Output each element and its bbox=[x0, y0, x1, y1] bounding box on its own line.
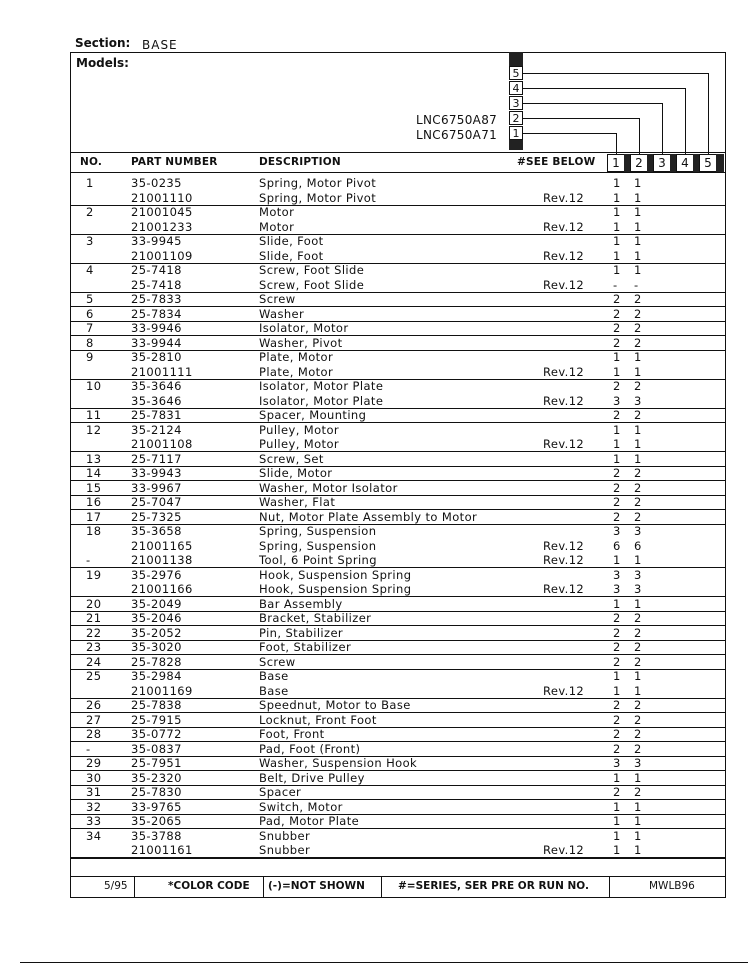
row-item-no: 24 bbox=[86, 654, 102, 669]
footer-divider bbox=[263, 876, 264, 897]
row-item-no: 7 bbox=[86, 321, 94, 335]
row-description: Washer, Flat bbox=[259, 495, 336, 509]
row-description: Isolator, Motor bbox=[259, 321, 349, 335]
row-qty-series-2: 1 bbox=[634, 843, 642, 857]
section-value: BASE bbox=[142, 38, 178, 52]
row-qty-series-2: 1 bbox=[634, 205, 642, 219]
row-part-number: 35-2124 bbox=[131, 422, 182, 437]
header-bottom-rule bbox=[70, 172, 726, 173]
row-item-no: 15 bbox=[86, 480, 102, 495]
series-column-4: 4 bbox=[676, 154, 694, 172]
row-description: Motor bbox=[259, 219, 295, 234]
row-part-number: 35-2065 bbox=[131, 814, 182, 828]
row-qty-series-1: 2 bbox=[613, 640, 621, 654]
row-qty-series-1: 1 bbox=[613, 422, 621, 437]
row-qty-series-2: 2 bbox=[634, 712, 642, 727]
row-part-number: 35-3646 bbox=[131, 379, 182, 393]
row-part-number: 35-2052 bbox=[131, 625, 182, 640]
row-qty-series-2: 1 bbox=[634, 553, 642, 567]
section-label: Section: bbox=[75, 36, 131, 50]
row-qty-series-1: 2 bbox=[613, 306, 621, 321]
row-item-no: - bbox=[86, 553, 91, 567]
series-connector bbox=[523, 133, 616, 134]
row-item-no: 5 bbox=[86, 292, 94, 306]
row-qty-series-2: 1 bbox=[634, 669, 642, 683]
row-part-number: 25-7834 bbox=[131, 306, 182, 321]
row-item-no: 32 bbox=[86, 799, 102, 814]
row-qty-series-2: 1 bbox=[634, 451, 642, 466]
row-qty-series-1: 1 bbox=[613, 814, 621, 828]
column-header-description: DESCRIPTION bbox=[259, 156, 341, 168]
footer-top-rule bbox=[70, 876, 726, 877]
row-part-number: 25-7833 bbox=[131, 292, 182, 306]
row-revision: Rev.12 bbox=[543, 219, 585, 234]
row-qty-series-2: 2 bbox=[634, 466, 642, 480]
row-description: Spacer bbox=[259, 785, 302, 799]
row-qty-series-1: 1 bbox=[613, 553, 621, 567]
row-qty-series-2: 2 bbox=[634, 625, 642, 640]
row-description: Pad, Foot (Front) bbox=[259, 741, 361, 756]
footer-not-shown: (-)=NOT SHOWN bbox=[268, 880, 365, 892]
row-part-number: 25-7830 bbox=[131, 785, 182, 799]
row-qty-series-1: 1 bbox=[613, 263, 621, 277]
row-qty-series-1: 1 bbox=[613, 350, 621, 364]
row-qty-series-2: 1 bbox=[634, 248, 642, 263]
row-qty-series-2: 2 bbox=[634, 321, 642, 335]
footer-date: 5/95 bbox=[104, 880, 128, 892]
row-qty-series-1: 2 bbox=[613, 654, 621, 669]
row-revision: Rev.12 bbox=[543, 437, 585, 451]
row-qty-series-2: 2 bbox=[634, 611, 642, 625]
column-header-see-below: #SEE BELOW bbox=[517, 156, 596, 168]
model-series-box: 5 bbox=[509, 66, 523, 80]
row-description: Motor bbox=[259, 205, 295, 219]
row-revision: Rev.12 bbox=[543, 364, 585, 379]
row-qty-series-1: 3 bbox=[613, 567, 621, 582]
row-item-no: 28 bbox=[86, 727, 102, 741]
row-item-no: 25 bbox=[86, 669, 102, 683]
row-description: Washer, Pivot bbox=[259, 335, 343, 350]
row-description: Isolator, Motor Plate bbox=[259, 379, 384, 393]
series-column-5: 5 bbox=[699, 154, 717, 172]
row-qty-series-2: 1 bbox=[634, 263, 642, 277]
row-item-no: 23 bbox=[86, 640, 102, 654]
row-qty-series-1: 1 bbox=[613, 451, 621, 466]
row-description: Nut, Motor Plate Assembly to Motor bbox=[259, 509, 478, 524]
row-qty-series-2: 2 bbox=[634, 306, 642, 321]
row-item-no: 27 bbox=[86, 712, 102, 727]
row-item-no: 34 bbox=[86, 828, 102, 843]
row-description: Washer, Suspension Hook bbox=[259, 756, 418, 770]
row-description: Spring, Motor Pivot bbox=[259, 190, 377, 205]
footer-divider bbox=[381, 876, 382, 897]
row-item-no: 11 bbox=[86, 408, 102, 422]
row-description: Foot, Front bbox=[259, 727, 325, 741]
row-qty-series-1: 1 bbox=[613, 190, 621, 205]
row-qty-series-1: - bbox=[613, 277, 618, 292]
row-description: Bar Assembly bbox=[259, 596, 343, 611]
row-part-number: 21001169 bbox=[131, 683, 193, 698]
row-qty-series-1: 2 bbox=[613, 727, 621, 741]
row-description: Locknut, Front Foot bbox=[259, 712, 377, 727]
row-description: Snubber bbox=[259, 843, 311, 857]
row-qty-series-2: 2 bbox=[634, 408, 642, 422]
row-qty-series-2: 1 bbox=[634, 683, 642, 698]
row-qty-series-1: 2 bbox=[613, 379, 621, 393]
row-qty-series-1: 2 bbox=[613, 698, 621, 712]
row-qty-series-1: 2 bbox=[613, 741, 621, 756]
row-qty-series-1: 2 bbox=[613, 335, 621, 350]
row-part-number: 35-2984 bbox=[131, 669, 182, 683]
row-qty-series-2: 2 bbox=[634, 509, 642, 524]
row-description: Pad, Motor Plate bbox=[259, 814, 360, 828]
row-description: Screw, Set bbox=[259, 451, 324, 466]
footer-color-code: *COLOR CODE bbox=[168, 880, 250, 892]
row-part-number: 21001108 bbox=[131, 437, 193, 451]
row-qty-series-2: 3 bbox=[634, 756, 642, 770]
row-description: Washer, Motor Isolator bbox=[259, 480, 398, 495]
row-part-number: 25-7915 bbox=[131, 712, 182, 727]
row-description: Pulley, Motor bbox=[259, 422, 340, 437]
row-part-number: 21001045 bbox=[131, 205, 193, 219]
series-marker-block bbox=[509, 52, 523, 66]
model-name: LNC6750A87 bbox=[416, 113, 498, 127]
header-rule bbox=[70, 152, 726, 153]
footer-divider bbox=[609, 876, 610, 897]
row-part-number: 35-0235 bbox=[131, 176, 182, 190]
row-qty-series-1: 1 bbox=[613, 799, 621, 814]
row-qty-series-2: 1 bbox=[634, 437, 642, 451]
row-qty-series-1: 1 bbox=[613, 234, 621, 248]
series-column-3: 3 bbox=[653, 154, 671, 172]
row-item-no: 16 bbox=[86, 495, 102, 509]
row-description: Base bbox=[259, 683, 289, 698]
row-description: Hook, Suspension Spring bbox=[259, 567, 412, 582]
row-item-no: 4 bbox=[86, 263, 94, 277]
row-qty-series-1: 3 bbox=[613, 582, 621, 596]
table-end-rule bbox=[70, 858, 726, 859]
row-part-number: 35-2976 bbox=[131, 567, 182, 582]
row-qty-series-2: 1 bbox=[634, 422, 642, 437]
row-qty-series-2: 1 bbox=[634, 770, 642, 785]
row-part-number: 25-7418 bbox=[131, 263, 182, 277]
row-qty-series-1: 2 bbox=[613, 712, 621, 727]
row-qty-series-2: 2 bbox=[634, 480, 642, 495]
row-qty-series-1: 6 bbox=[613, 538, 621, 553]
row-description: Screw bbox=[259, 654, 296, 669]
row-revision: Rev.12 bbox=[543, 683, 585, 698]
row-description: Slide, Foot bbox=[259, 248, 324, 263]
model-series-box: 1 bbox=[509, 126, 523, 140]
row-description: Foot, Stabilizer bbox=[259, 640, 352, 654]
series-connector bbox=[616, 133, 617, 154]
model-series-box: 2 bbox=[509, 111, 523, 125]
row-revision: Rev.12 bbox=[543, 277, 585, 292]
row-qty-series-2: 1 bbox=[634, 219, 642, 234]
row-part-number: 35-3788 bbox=[131, 828, 182, 843]
row-part-number: 25-7325 bbox=[131, 509, 182, 524]
row-qty-series-1: 2 bbox=[613, 625, 621, 640]
row-part-number: 25-7418 bbox=[131, 277, 182, 292]
row-item-no: 21 bbox=[86, 611, 102, 625]
row-description: Washer bbox=[259, 306, 305, 321]
row-part-number: 35-2049 bbox=[131, 596, 182, 611]
series-connector bbox=[523, 73, 708, 74]
row-qty-series-2: 2 bbox=[634, 698, 642, 712]
row-part-number: 25-7831 bbox=[131, 408, 182, 422]
row-part-number: 33-9944 bbox=[131, 335, 182, 350]
row-part-number: 35-2810 bbox=[131, 350, 182, 364]
page-bottom-rule bbox=[20, 962, 748, 963]
row-qty-series-1: 3 bbox=[613, 756, 621, 770]
row-qty-series-2: 1 bbox=[634, 799, 642, 814]
footer-divider bbox=[134, 876, 135, 897]
row-description: Speednut, Motor to Base bbox=[259, 698, 411, 712]
row-description: Screw, Foot Slide bbox=[259, 277, 365, 292]
row-part-number: 25-7117 bbox=[131, 451, 182, 466]
row-qty-series-2: 2 bbox=[634, 292, 642, 306]
row-description: Screw bbox=[259, 292, 296, 306]
row-description: Spring, Motor Pivot bbox=[259, 176, 377, 190]
row-description: Plate, Motor bbox=[259, 350, 334, 364]
row-qty-series-2: 2 bbox=[634, 640, 642, 654]
row-part-number: 21001165 bbox=[131, 538, 193, 553]
row-part-number: 35-0837 bbox=[131, 741, 182, 756]
row-qty-series-1: 1 bbox=[613, 176, 621, 190]
column-header-part-number: PART NUMBER bbox=[131, 156, 218, 168]
row-qty-series-1: 2 bbox=[613, 785, 621, 799]
row-item-no: - bbox=[86, 741, 91, 756]
row-qty-series-1: 1 bbox=[613, 843, 621, 857]
row-item-no: 6 bbox=[86, 306, 94, 321]
series-connector bbox=[523, 103, 662, 104]
model-series-box: 4 bbox=[509, 81, 523, 95]
row-qty-series-1: 1 bbox=[613, 248, 621, 263]
row-part-number: 21001233 bbox=[131, 219, 193, 234]
row-item-no: 1 bbox=[86, 176, 94, 190]
row-description: Tool, 6 Point Spring bbox=[259, 553, 377, 567]
row-qty-series-1: 1 bbox=[613, 683, 621, 698]
row-description: Spring, Suspension bbox=[259, 524, 377, 538]
row-qty-series-2: 3 bbox=[634, 393, 642, 408]
row-qty-series-1: 2 bbox=[613, 292, 621, 306]
row-description: Pin, Stabilizer bbox=[259, 625, 344, 640]
row-part-number: 33-9943 bbox=[131, 466, 182, 480]
row-item-no: 8 bbox=[86, 335, 94, 350]
row-qty-series-2: 1 bbox=[634, 596, 642, 611]
row-item-no: 13 bbox=[86, 451, 102, 466]
row-part-number: 25-7951 bbox=[131, 756, 182, 770]
series-column-1: 1 bbox=[607, 154, 625, 172]
row-qty-series-1: 2 bbox=[613, 509, 621, 524]
row-part-number: 25-7838 bbox=[131, 698, 182, 712]
row-item-no: 9 bbox=[86, 350, 94, 364]
row-revision: Rev.12 bbox=[543, 582, 585, 596]
series-connector bbox=[708, 73, 709, 154]
row-revision: Rev.12 bbox=[543, 248, 585, 263]
series-connector bbox=[523, 118, 639, 119]
row-qty-series-2: 6 bbox=[634, 538, 642, 553]
row-qty-series-1: 1 bbox=[613, 219, 621, 234]
row-description: Spacer, Mounting bbox=[259, 408, 367, 422]
row-part-number: 21001138 bbox=[131, 553, 193, 567]
row-qty-series-2: 1 bbox=[634, 190, 642, 205]
row-item-no: 14 bbox=[86, 466, 102, 480]
row-qty-series-1: 2 bbox=[613, 480, 621, 495]
row-qty-series-2: 3 bbox=[634, 567, 642, 582]
row-item-no: 20 bbox=[86, 596, 102, 611]
row-part-number: 25-7047 bbox=[131, 495, 182, 509]
row-item-no: 26 bbox=[86, 698, 102, 712]
row-description: Slide, Foot bbox=[259, 234, 324, 248]
row-qty-series-2: 2 bbox=[634, 741, 642, 756]
row-qty-series-2: 2 bbox=[634, 495, 642, 509]
row-description: Plate, Motor bbox=[259, 364, 334, 379]
row-item-no: 31 bbox=[86, 785, 102, 799]
row-part-number: 33-9946 bbox=[131, 321, 182, 335]
row-qty-series-2: - bbox=[634, 277, 639, 292]
model-name: LNC6750A71 bbox=[416, 128, 498, 142]
row-description: Snubber bbox=[259, 828, 311, 843]
footer-series-note: #=SERIES, SER PRE OR RUN NO. bbox=[398, 880, 589, 892]
row-qty-series-1: 1 bbox=[613, 437, 621, 451]
row-part-number: 21001111 bbox=[131, 364, 193, 379]
row-description: Belt, Drive Pulley bbox=[259, 770, 365, 785]
row-item-no: 12 bbox=[86, 422, 102, 437]
footer-code: MWLB96 bbox=[649, 880, 695, 892]
row-qty-series-2: 2 bbox=[634, 727, 642, 741]
row-item-no: 2 bbox=[86, 205, 94, 219]
series-column-2: 2 bbox=[630, 154, 648, 172]
row-revision: Rev.12 bbox=[543, 553, 585, 567]
row-revision: Rev.12 bbox=[543, 190, 585, 205]
row-qty-series-2: 1 bbox=[634, 364, 642, 379]
row-part-number: 35-2320 bbox=[131, 770, 182, 785]
row-part-number: 35-3646 bbox=[131, 393, 182, 408]
row-qty-series-1: 2 bbox=[613, 495, 621, 509]
row-qty-series-2: 1 bbox=[634, 350, 642, 364]
row-item-no: 17 bbox=[86, 509, 102, 524]
row-qty-series-1: 1 bbox=[613, 828, 621, 843]
row-item-no: 22 bbox=[86, 625, 102, 640]
row-part-number: 33-9765 bbox=[131, 799, 182, 814]
row-item-no: 19 bbox=[86, 567, 102, 582]
row-part-number: 21001109 bbox=[131, 248, 193, 263]
row-description: Slide, Motor bbox=[259, 466, 333, 480]
row-qty-series-1: 1 bbox=[613, 669, 621, 683]
row-part-number: 35-3020 bbox=[131, 640, 182, 654]
row-qty-series-1: 1 bbox=[613, 364, 621, 379]
row-revision: Rev.12 bbox=[543, 393, 585, 408]
series-separator bbox=[716, 154, 724, 172]
row-description: Switch, Motor bbox=[259, 799, 343, 814]
row-qty-series-1: 1 bbox=[613, 205, 621, 219]
row-qty-series-1: 3 bbox=[613, 393, 621, 408]
row-item-no: 3 bbox=[86, 234, 94, 248]
row-part-number: 21001161 bbox=[131, 843, 193, 857]
row-item-no: 33 bbox=[86, 814, 102, 828]
row-qty-series-2: 2 bbox=[634, 785, 642, 799]
series-connector bbox=[662, 103, 663, 154]
series-connector bbox=[639, 118, 640, 154]
row-revision: Rev.12 bbox=[543, 843, 585, 857]
series-connector bbox=[685, 88, 686, 154]
row-part-number: 35-0772 bbox=[131, 727, 182, 741]
row-qty-series-1: 2 bbox=[613, 611, 621, 625]
row-part-number: 25-7828 bbox=[131, 654, 182, 669]
row-item-no: 30 bbox=[86, 770, 102, 785]
series-marker-block bbox=[509, 140, 523, 150]
row-qty-series-1: 1 bbox=[613, 596, 621, 611]
row-qty-series-2: 3 bbox=[634, 582, 642, 596]
row-qty-series-2: 2 bbox=[634, 379, 642, 393]
row-description: Hook, Suspension Spring bbox=[259, 582, 412, 596]
series-connector bbox=[523, 88, 685, 89]
row-qty-series-1: 2 bbox=[613, 321, 621, 335]
row-item-no: 18 bbox=[86, 524, 102, 538]
row-qty-series-2: 1 bbox=[634, 828, 642, 843]
column-header-no: NO. bbox=[80, 156, 103, 168]
row-qty-series-2: 1 bbox=[634, 176, 642, 190]
row-part-number: 21001166 bbox=[131, 582, 193, 596]
row-item-no: 10 bbox=[86, 379, 102, 393]
row-revision: Rev.12 bbox=[543, 538, 585, 553]
row-qty-series-2: 2 bbox=[634, 335, 642, 350]
row-qty-series-2: 1 bbox=[634, 814, 642, 828]
row-description: Base bbox=[259, 669, 289, 683]
row-qty-series-1: 2 bbox=[613, 408, 621, 422]
row-item-no: 29 bbox=[86, 756, 102, 770]
row-qty-series-2: 3 bbox=[634, 524, 642, 538]
row-description: Bracket, Stabilizer bbox=[259, 611, 372, 625]
row-qty-series-2: 2 bbox=[634, 654, 642, 669]
row-description: Screw, Foot Slide bbox=[259, 263, 365, 277]
model-series-box: 3 bbox=[509, 96, 523, 110]
row-part-number: 35-2046 bbox=[131, 611, 182, 625]
row-part-number: 33-9945 bbox=[131, 234, 182, 248]
row-qty-series-1: 1 bbox=[613, 770, 621, 785]
row-part-number: 35-3658 bbox=[131, 524, 182, 538]
row-part-number: 33-9967 bbox=[131, 480, 182, 495]
models-label: Models: bbox=[76, 56, 129, 70]
row-description: Pulley, Motor bbox=[259, 437, 340, 451]
row-part-number: 21001110 bbox=[131, 190, 193, 205]
row-description: Spring, Suspension bbox=[259, 538, 377, 553]
row-description: Isolator, Motor Plate bbox=[259, 393, 384, 408]
row-qty-series-1: 2 bbox=[613, 466, 621, 480]
row-qty-series-2: 1 bbox=[634, 234, 642, 248]
row-qty-series-1: 3 bbox=[613, 524, 621, 538]
